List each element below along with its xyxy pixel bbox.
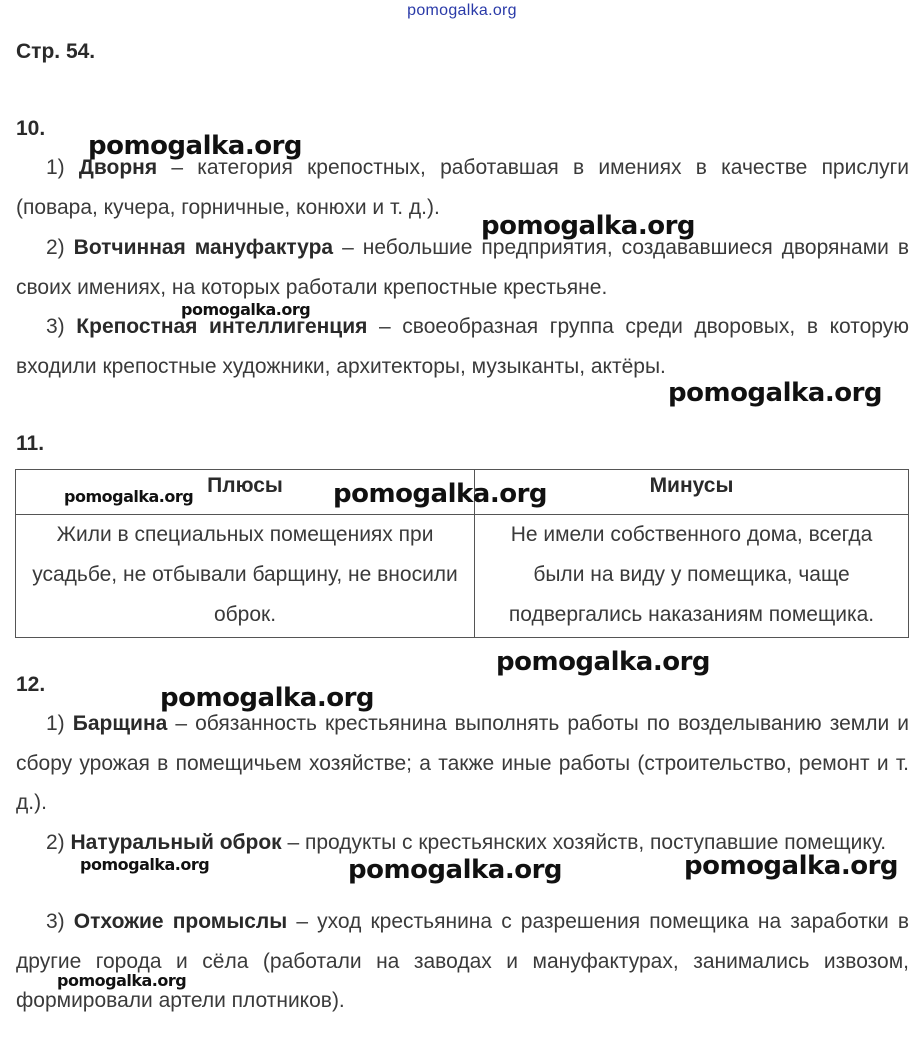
item-term: Крепостная интеллигенция bbox=[76, 315, 368, 338]
item-definition: – обязанность крестьянина выполнять работы по возделыванию земли и сбору урожая в помещичьем хозяйстве; а также иные работы (строительство, ремонт и т. д.). bbox=[16, 712, 909, 814]
item-prefix: 2) bbox=[46, 831, 71, 854]
item-definition: – уход крестьянина с разрешения помещика на заработки в другие города и сёла (работали на заводах и мануфактурах, занимались извозом, формировали артели плотников). bbox=[16, 910, 910, 1012]
item-term: Дворня bbox=[78, 156, 158, 179]
item-definition: – своеобразная группа среди дворовых, в которую входили крепостные художники, архитекторы, музыканты, актёры. bbox=[16, 315, 909, 378]
item-term: Натуральный оброк bbox=[70, 831, 282, 854]
item-term: Отхожие промыслы bbox=[73, 910, 288, 933]
header-cons: Минусы bbox=[475, 470, 909, 515]
watermark: pomogalka.org bbox=[348, 855, 563, 885]
item-prefix: 3) bbox=[46, 315, 77, 338]
watermark: pomogalka.org bbox=[496, 647, 711, 677]
section-10-item-2 bbox=[16, 228, 909, 307]
section-10-number: 10. bbox=[16, 117, 46, 140]
watermark: pomogalka.org bbox=[333, 479, 548, 509]
watermark: pomogalka.org bbox=[80, 855, 210, 874]
item-definition: – продукты с крестьянских хозяйств, поступавшие помещику. bbox=[281, 831, 887, 854]
section-12-number: 12. bbox=[16, 673, 46, 696]
item-term: Барщина bbox=[72, 712, 168, 735]
site-watermark-top: pomogalka.org bbox=[407, 2, 517, 19]
item-prefix: 1) bbox=[46, 156, 79, 179]
watermark: pomogalka.org bbox=[481, 211, 696, 241]
watermark: pomogalka.org bbox=[64, 487, 194, 506]
item-prefix: 3) bbox=[46, 910, 74, 933]
watermark: pomogalka.org bbox=[181, 300, 311, 319]
item-definition: – небольшие предприятия, создававшиеся дворянами в своих имениях, на которых работали крепостные крестьяне. bbox=[16, 236, 909, 299]
item-definition: – категория крепостных, работавшая в имениях в качестве прислуги (повара, кучера, горничные, конюхи и т. д.). bbox=[16, 156, 909, 219]
item-term: Вотчинная мануфактура bbox=[73, 236, 334, 259]
header-pros: Плюсы bbox=[16, 470, 475, 515]
watermark: pomogalka.org bbox=[88, 131, 303, 161]
cell-pros: Жили в специальных помещениях при усадьбе, не отбывали барщину, не вносили оброк. bbox=[16, 515, 475, 638]
watermark: pomogalka.org bbox=[57, 971, 187, 990]
section-11-number: 11. bbox=[16, 432, 45, 455]
section-12-item-3 bbox=[16, 902, 909, 1021]
watermark: pomogalka.org bbox=[160, 683, 375, 713]
item-prefix: 1) bbox=[46, 712, 73, 735]
section-10-item-3 bbox=[16, 307, 909, 386]
watermark: pomogalka.org bbox=[684, 851, 899, 881]
page-header: Стр. 54. bbox=[16, 40, 96, 63]
cell-cons: Не имели собственного дома, всегда были на виду у помещика, чаще подвергались наказаниям помещика. bbox=[475, 515, 909, 638]
section-12-item-1 bbox=[16, 704, 909, 823]
item-prefix: 2) bbox=[46, 236, 74, 259]
watermark: pomogalka.org bbox=[668, 378, 883, 408]
